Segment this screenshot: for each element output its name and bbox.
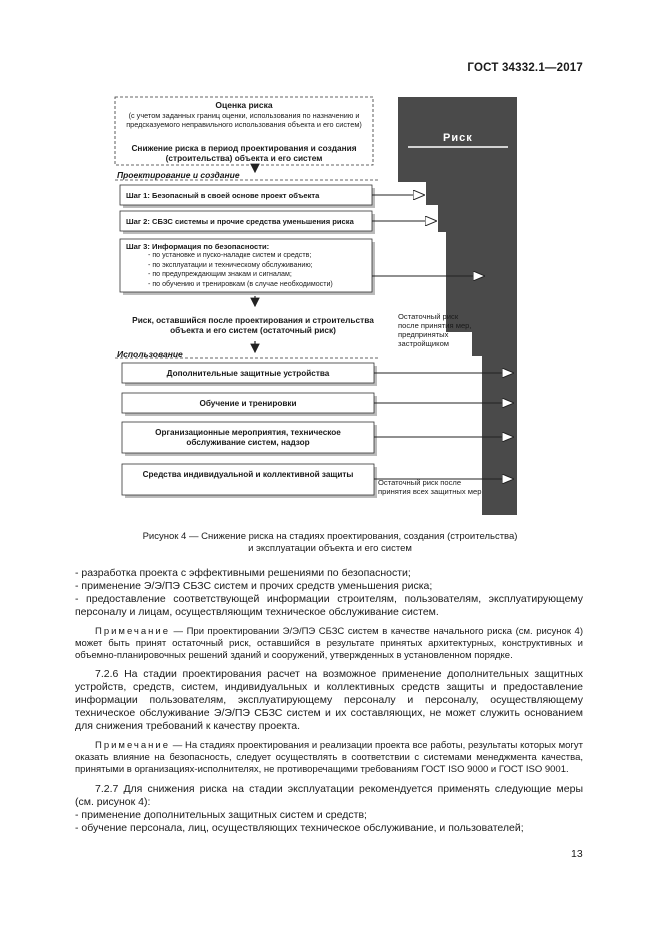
list-item: - предоставление соответствующей информации строителям, пользователям, эксплуатирующему персоналу и лицам, осуществляющим техническое обслуживание систем. <box>75 593 583 618</box>
list-item: - разработка проекта с эффективными решениями по безопасности; <box>75 567 411 579</box>
step3-item: - по эксплуатации и техническому обслуживанию; <box>148 260 313 269</box>
note-1-text: — При проектировании Э/Э/ПЭ СБЗС систем в качестве начального риска (см. рисунок 4) может быть принят остаточный риск, оставшийся в результате принятых архитектурных, конструктивных и объемно-планировочных решений зданий и сооружений, утвержденных в установленном порядке. <box>75 626 583 661</box>
note-2-label: Примечание <box>95 740 170 752</box>
caption-line-2: и эксплуатации объекта и его систем <box>248 543 412 554</box>
residual-note-all: Остаточный риск после принятия всех защитных мер <box>378 478 482 496</box>
residual-title: Риск, оставшийся после проектирования и строительства объекта и его систем (остаточный риск) <box>132 315 374 335</box>
paragraph-7-2-7: 7.2.7 Для снижения риска на стадии эксплуатации рекомендуется применять следующие меры (см. рисунок 4): <box>75 782 583 808</box>
stage-use-label: Использование <box>117 349 183 359</box>
page-number: 13 <box>571 848 583 860</box>
step3-item: - по обучению и тренировкам (в случае необходимости) <box>148 279 333 288</box>
note-2 <box>75 740 583 775</box>
list-item: - обучение персонала, лиц, осуществляющих техническое обслуживание, и пользователей; <box>75 821 524 834</box>
stage-design-label: Проектирование и создание <box>117 170 240 180</box>
use-box-4 <box>122 464 374 495</box>
note-1-label: Примечание <box>95 626 170 637</box>
step1-text: Шаг 1: Безопасный в своей основе проект объекта <box>126 191 320 200</box>
caption-line-1: Рисунок 4 — Снижение риска на стадиях проектирования, создания (строительства) <box>142 531 518 542</box>
list-item: - применение дополнительных защитных систем и средств; <box>75 808 367 821</box>
use-box-3-text: Организационные мероприятия, техническое обслуживание систем, надзор <box>155 428 341 447</box>
step3-item: - по установке и пуско-наладке систем и средств; <box>148 251 312 259</box>
assessment-sub: (с учетом заданных границ оценки, использования по назначению и предсказуемого неправильного использования объекта и его систем) <box>126 111 362 129</box>
step3-list <box>148 251 370 289</box>
use-box-2-text: Обучение и тренировки <box>199 399 297 408</box>
use-box-1-text: Дополнительные защитные устройства <box>166 369 330 378</box>
standard-header: ГОСТ 34332.1—2017 <box>467 62 583 74</box>
body-text <box>75 567 583 835</box>
step3-title: Шаг 3: Информация по безопасности: <box>126 242 270 251</box>
use-box-4-text: Средства индивидуальной и коллективной защиты <box>142 470 354 479</box>
note-1 <box>75 626 583 661</box>
reduction-title: Снижение риска в период проектирования и создания (строительства) объекта и его систем <box>131 143 357 163</box>
step3-item: - по предупреждающим знакам и сигналам; <box>148 270 292 278</box>
step2-text: Шаг 2: СБЗС системы и прочие средства уменьшения риска <box>126 217 354 226</box>
risk-label: Риск <box>443 132 473 144</box>
assessment-title: Оценка риска <box>215 100 273 110</box>
paragraph-7-2-6: 7.2.6 На стадии проектирования расчет на возможное применение дополнительных защитных устройств, средств, систем, индивидуальных и коллективных средств защиты и предоставление информации пользователям, эксплуатирующему персоналу и персоналу, осуществляющему техническое обслуживание Э/Э/ПЭ СБЗС систем и их составляющих, не может служить основанием для снижения требований к качеству проекта. <box>75 668 583 733</box>
residual-note-design: Остаточный риск после принятия мер, предпринятых застройщиком <box>398 312 472 348</box>
risk-staircase <box>398 97 517 515</box>
figure-caption <box>80 531 580 555</box>
note-2-text: — На стадиях проектирования и реализации проекта все работы, результаты которых могут оказать влияние на безопасность, следует осуществлять в соответствии с системами менеджмента качества, принятыми в организациях-исполнителях, не противоречащими требованиям ГОСТ ISO 9000 и ГОСТ ISO 9001. <box>75 740 583 775</box>
list-item: - применение Э/Э/ПЭ СБЗС систем и прочих средств уменьшения риска; <box>75 580 433 592</box>
